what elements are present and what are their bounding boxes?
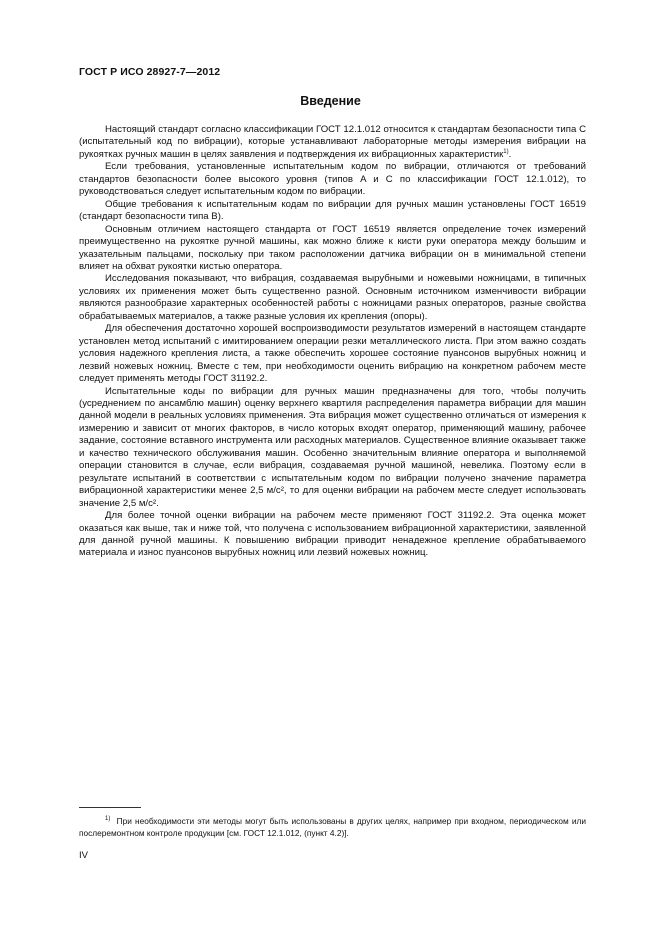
paragraph: Для обеспечения достаточно хорошей воспроизводимости результатов измерений в настоящем стандарте установлен метод испытаний с имитированием операции резки металлического листа. При этом важно создать условия надежного крепления листа, а также обеспечить хорошее состояние пуансонов вырубных ножниц и лезвий ножевых ножниц. Вместе с тем, при необходимости оценить вибрацию на конкретном рабочем месте следует применять методы ГОСТ 31192.2. — [79, 323, 586, 385]
paragraph: Испытательные коды по вибрации для ручных машин предназначены для того, чтобы получить (усреднением по ансамблю машин) оценку верхнего квартиля распределения параметра вибрации для машин данной модели в реальных условиях применения. Эта вибрация может существенно отличаться от измерения к измерению и зависит от многих факторов, в число которых входят оператор, применяющий машину, рабочее задание, состояние вставного инструмента или расходных материалов. Существенное влияние оказывает также и качество технического обслуживания машин. Особенно значительным влияние оператора и выполняемой операции становится в случае, если вибрация, создаваемая ручной машиной, невелика. Поэтому если в результате испытаний в соответствии с испытательным кодом по вибрации получено значение параметра вибрационной характеристики менее 2,5 м/с², то для оценки вибрации на рабочем месте следует использовать значение 2,5 м/с². — [79, 385, 586, 509]
footnote — [79, 815, 586, 839]
footnote-text: При необходимости эти методы могут быть использованы в других целях, например при входном, периодическом или послеремонтном контроле продукции [см. ГОСТ 12.1.012, (пункт 4.2)]. — [79, 816, 586, 838]
paragraph: Исследования показывают, что вибрация, создаваемая вырубными и ножевыми ножницами, в типичных условиях их применения может быть существенно разной. Основным источником изменчивости вибрации являются разнообразие характерных особенностей работы с ножницами разных операторов, разные свойства обрабатываемых материалов, а также разные условия их крепления (опоры). — [79, 273, 586, 322]
paragraph: Если требования, установленные испытательным кодом по вибрации, отличаются от требований стандартов безопасности более высокого уровня (типов A и C по классификации ГОСТ 12.1.012), то руководствоваться следует испытательным кодом по вибрации. — [79, 161, 586, 198]
document-header: ГОСТ Р ИСО 28927-7—2012 — [79, 66, 221, 78]
paragraph: Настоящий стандарт согласно классификации ГОСТ 12.1.012 относится к стандартам безопасности типа C (испытательный код по вибрации), которые устанавливают лабораторные методы измерения вибрации на рукоятках ручных машин в целях заявления и подтверждения их вибрационных характеристик$^{1)}$. — [79, 124, 586, 160]
paragraph: Общие требования к испытательным кодам по вибрации для ручных машин установлены ГОСТ 16519 (стандарт безопасности типа B). — [79, 198, 586, 223]
page-number: IV — [79, 850, 88, 861]
paragraph: Основным отличием настоящего стандарта от ГОСТ 16519 является определение точек измерений преимущественно на рукоятке ручной машины, как можно ближе к кисти руки оператора между большим и указательным пальцами, поскольку при таком расположении датчика вибрации он в минимальной степени влияет на обхват рукоятки кистью оператора. — [79, 223, 586, 272]
paragraph: Для более точной оценки вибрации на рабочем месте применяют ГОСТ 31192.2. Эта оценка может оказаться как выше, так и ниже той, что получена с использованием вибрационной характеристики, заявленной для данной ручной машины. К повышению вибрации приводит ненадежное крепление обрабатываемого материала и износ пуансонов вырубных ножниц или лезвий ножевых ножниц. — [79, 510, 586, 559]
section-title: Введение — [300, 94, 361, 108]
footnote-marker: 1) — [105, 816, 111, 823]
footnote-divider — [79, 807, 141, 808]
body-text — [79, 124, 586, 560]
footnote-ref: 1) — [503, 148, 509, 155]
